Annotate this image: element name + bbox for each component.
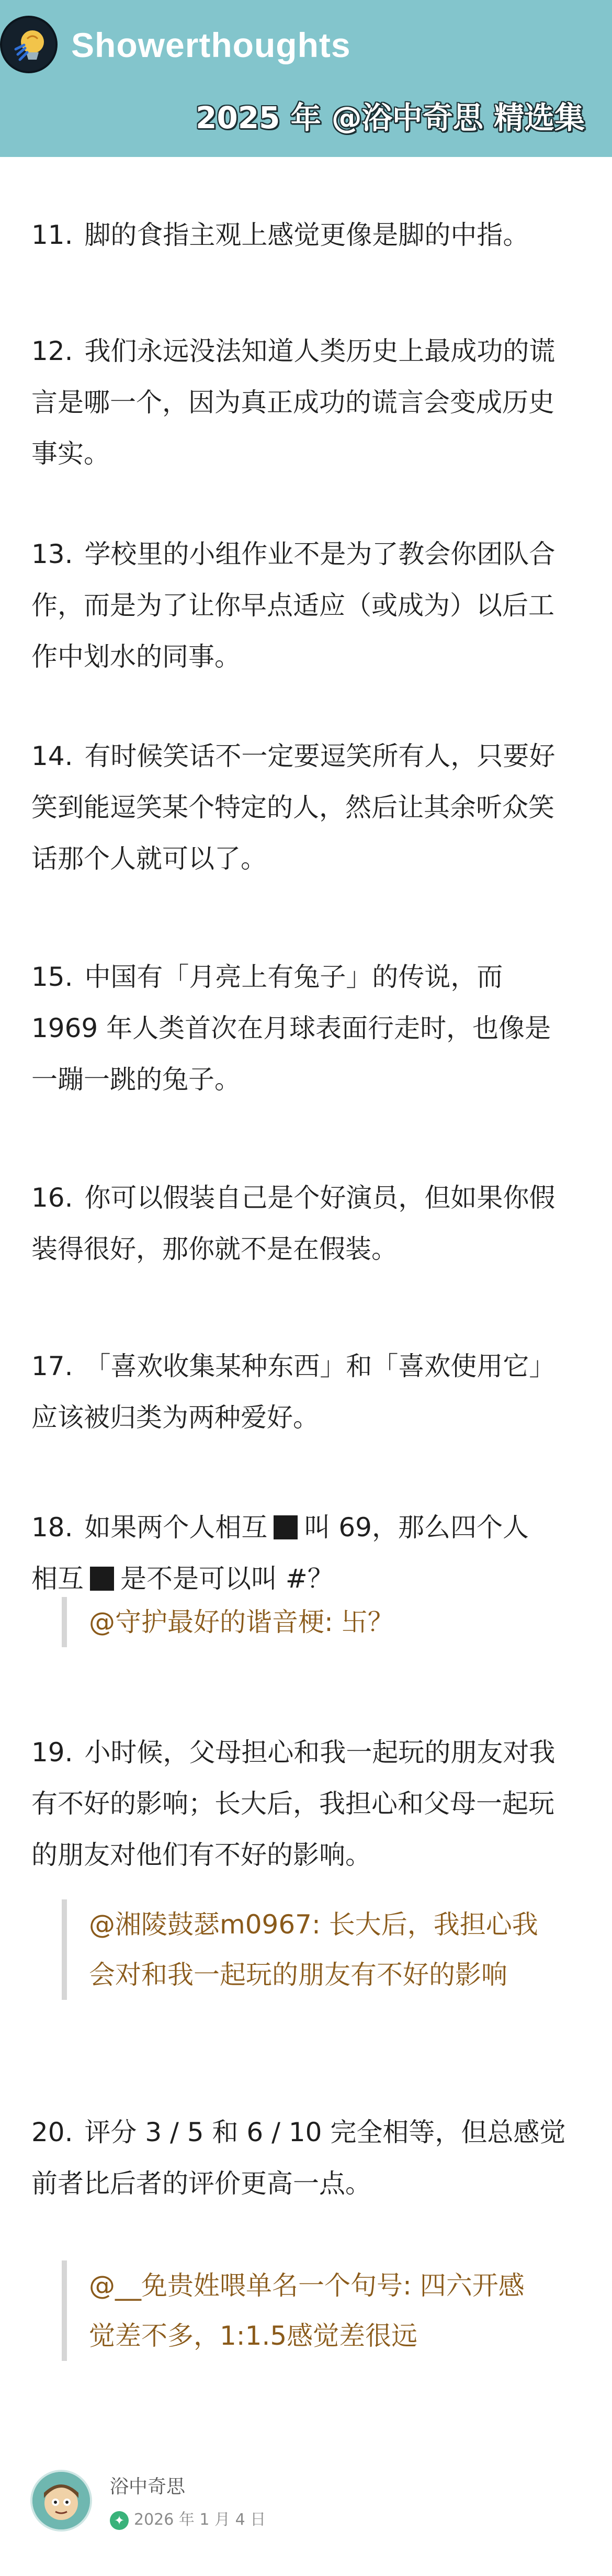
item-text: 脚的食指主观上感觉更像是脚的中指。: [84, 220, 529, 250]
item-number: 20.: [31, 2117, 73, 2147]
item-text-part: 如果两个人相互: [84, 1512, 268, 1543]
comment-quote: [62, 1899, 548, 2000]
item-number: 14.: [31, 741, 73, 771]
thought-item-16: [31, 1172, 575, 1275]
item-number: 19.: [31, 1737, 73, 1768]
item-number: 15.: [31, 962, 73, 992]
item-number: 11.: [31, 220, 73, 250]
comment-text: 卐？: [341, 1607, 394, 1637]
verified-star-icon: ✦: [110, 2511, 129, 2530]
thought-item-20: [31, 2107, 575, 2209]
comment-quote: [62, 2260, 548, 2361]
header-banner: [0, 0, 612, 157]
item-number: 17.: [31, 1351, 73, 1381]
item-text: 我们永远没法知道人类历史上最成功的谎言是哪一个，因为真正成功的谎言会变成历史事实。: [31, 336, 556, 469]
item-text-part: 相互: [31, 1563, 84, 1594]
censor-block: [274, 1515, 298, 1539]
comment-text: 长大后，我担心我会对和我一起玩的朋友有不好的影响: [89, 1909, 538, 1990]
thought-item-11: [31, 209, 575, 261]
comment-user: @湘陵鼓瑟m0967:: [89, 1909, 321, 1940]
thought-item-15: [31, 951, 575, 1105]
author-avatar[interactable]: [30, 2470, 92, 2532]
item-text: 学校里的小组作业不是为了教会你团队合作，而是为了让你早点适应（或成为）以后工作中划水的同事。: [31, 539, 556, 672]
item-text-part: 叫 69，那么四个人: [304, 1512, 529, 1543]
lightbulb-brain-icon: [0, 16, 58, 73]
item-number: 13.: [31, 539, 73, 569]
item-text-part: 是不是可以叫 #？: [120, 1563, 334, 1594]
date-text: 2026 年 1 月 4 日: [134, 2511, 266, 2529]
thought-item-18: [31, 1502, 575, 1604]
thought-item-12: [31, 325, 575, 479]
collection-subtitle: 2025 年 @浴中奇思 精选集: [195, 100, 585, 136]
thought-item-19: [31, 1727, 575, 1881]
item-number: 16.: [31, 1183, 73, 1213]
comment-text: 四六开感觉差不多，1:1.5感觉差很远: [89, 2270, 525, 2351]
item-text: 小时候，父母担心和我一起玩的朋友对我有不好的影响；长大后，我担心和父母一起玩的朋友对他们有不好的影响。: [31, 1737, 556, 1870]
item-number: 18.: [31, 1512, 73, 1543]
item-text: 有时候笑话不一定要逗笑所有人，只要好笑到能逗笑某个特定的人，然后让其余听众笑话那个人就可以了。: [31, 741, 556, 874]
publish-date: [110, 2506, 266, 2530]
censor-block: [90, 1567, 114, 1591]
thought-item-13: [31, 528, 575, 682]
item-text: 评分 3 / 5 和 6 / 10 完全相等，但总感觉前者比后者的评价更高一点。: [31, 2117, 566, 2199]
thought-item-17: [31, 1341, 575, 1443]
comment-quote: [62, 1597, 548, 1647]
author-name[interactable]: 浴中奇思: [110, 2476, 186, 2498]
thought-item-14: [31, 730, 575, 884]
item-text: 你可以假装自己是个好演员，但如果你假装得很好，那你就不是在假装。: [31, 1183, 556, 1264]
item-text: 「喜欢收集某种东西」和「喜欢使用它」应该被归类为两种爱好。: [31, 1351, 556, 1433]
comment-user: @守护最好的谐音梗:: [89, 1607, 333, 1637]
item-number: 12.: [31, 336, 73, 366]
brand-title: Showerthoughts: [71, 26, 351, 64]
item-text: 中国有「月亮上有兔子」的传说，而 1969 年人类首次在月球表面行走时，也像是一蹦一跳的兔子。: [31, 962, 551, 1095]
comment-user: @__免贵姓喂单名一个句号:: [89, 2270, 412, 2301]
